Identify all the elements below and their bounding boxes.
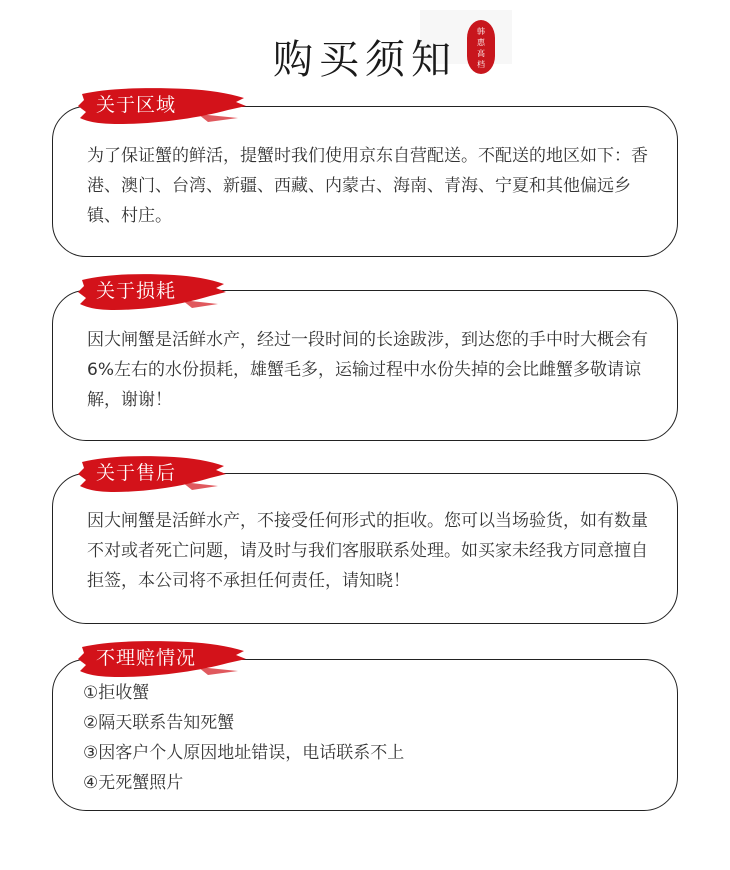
section-aftersales-text: 因大闸蟹是活鲜水产，不接受任何形式的拒收。您可以当场验货，如有数量不对或者死亡问题，请及时与我们客服联系处理。如买家未经我方同意擅自拒签，本公司将不承担任何责任，请知晓！	[87, 511, 648, 591]
page-title	[0, 28, 730, 85]
section-region-text: 为了保证蟹的鲜活，提蟹时我们使用京东自营配送。不配送的地区如下：香港、澳门、台湾、新疆、西藏、内蒙古、海南、青海、宁夏和其他偏远乡镇、村庄。	[87, 146, 648, 226]
section-noclaim-label: 不理赔情况	[96, 647, 197, 669]
section-loss-heading	[78, 270, 228, 314]
list-item: ②隔天联系告知死蟹	[83, 713, 235, 733]
list-item: ④无死蟹照片	[83, 773, 184, 793]
list-item: ①拒收蟹	[83, 683, 150, 703]
section-noclaim-heading	[78, 637, 248, 681]
section-aftersales-heading	[78, 452, 228, 496]
section-loss-label: 关于损耗	[96, 280, 177, 302]
section-noclaim-box	[52, 659, 678, 811]
section-noclaim-list	[83, 678, 657, 798]
section-region-heading	[78, 84, 248, 128]
list-item: ③因客户个人原因地址错误，电话联系不上	[83, 743, 405, 763]
section-region-label: 关于区域	[96, 94, 177, 116]
section-region-box	[52, 106, 678, 257]
section-aftersales-label: 关于售后	[96, 462, 177, 484]
section-loss-text: 因大闸蟹是活鲜水产，经过一段时间的长途跋涉，到达您的手中时大概会有6%左右的水份损耗，雄蟹毛多，运输过程中水份失掉的会比雌蟹多敬请谅解，谢谢！	[87, 330, 648, 410]
seal-stamp-icon: 韩 惠 高 档	[467, 20, 495, 74]
page-title-text: 购买须知	[273, 37, 457, 83]
